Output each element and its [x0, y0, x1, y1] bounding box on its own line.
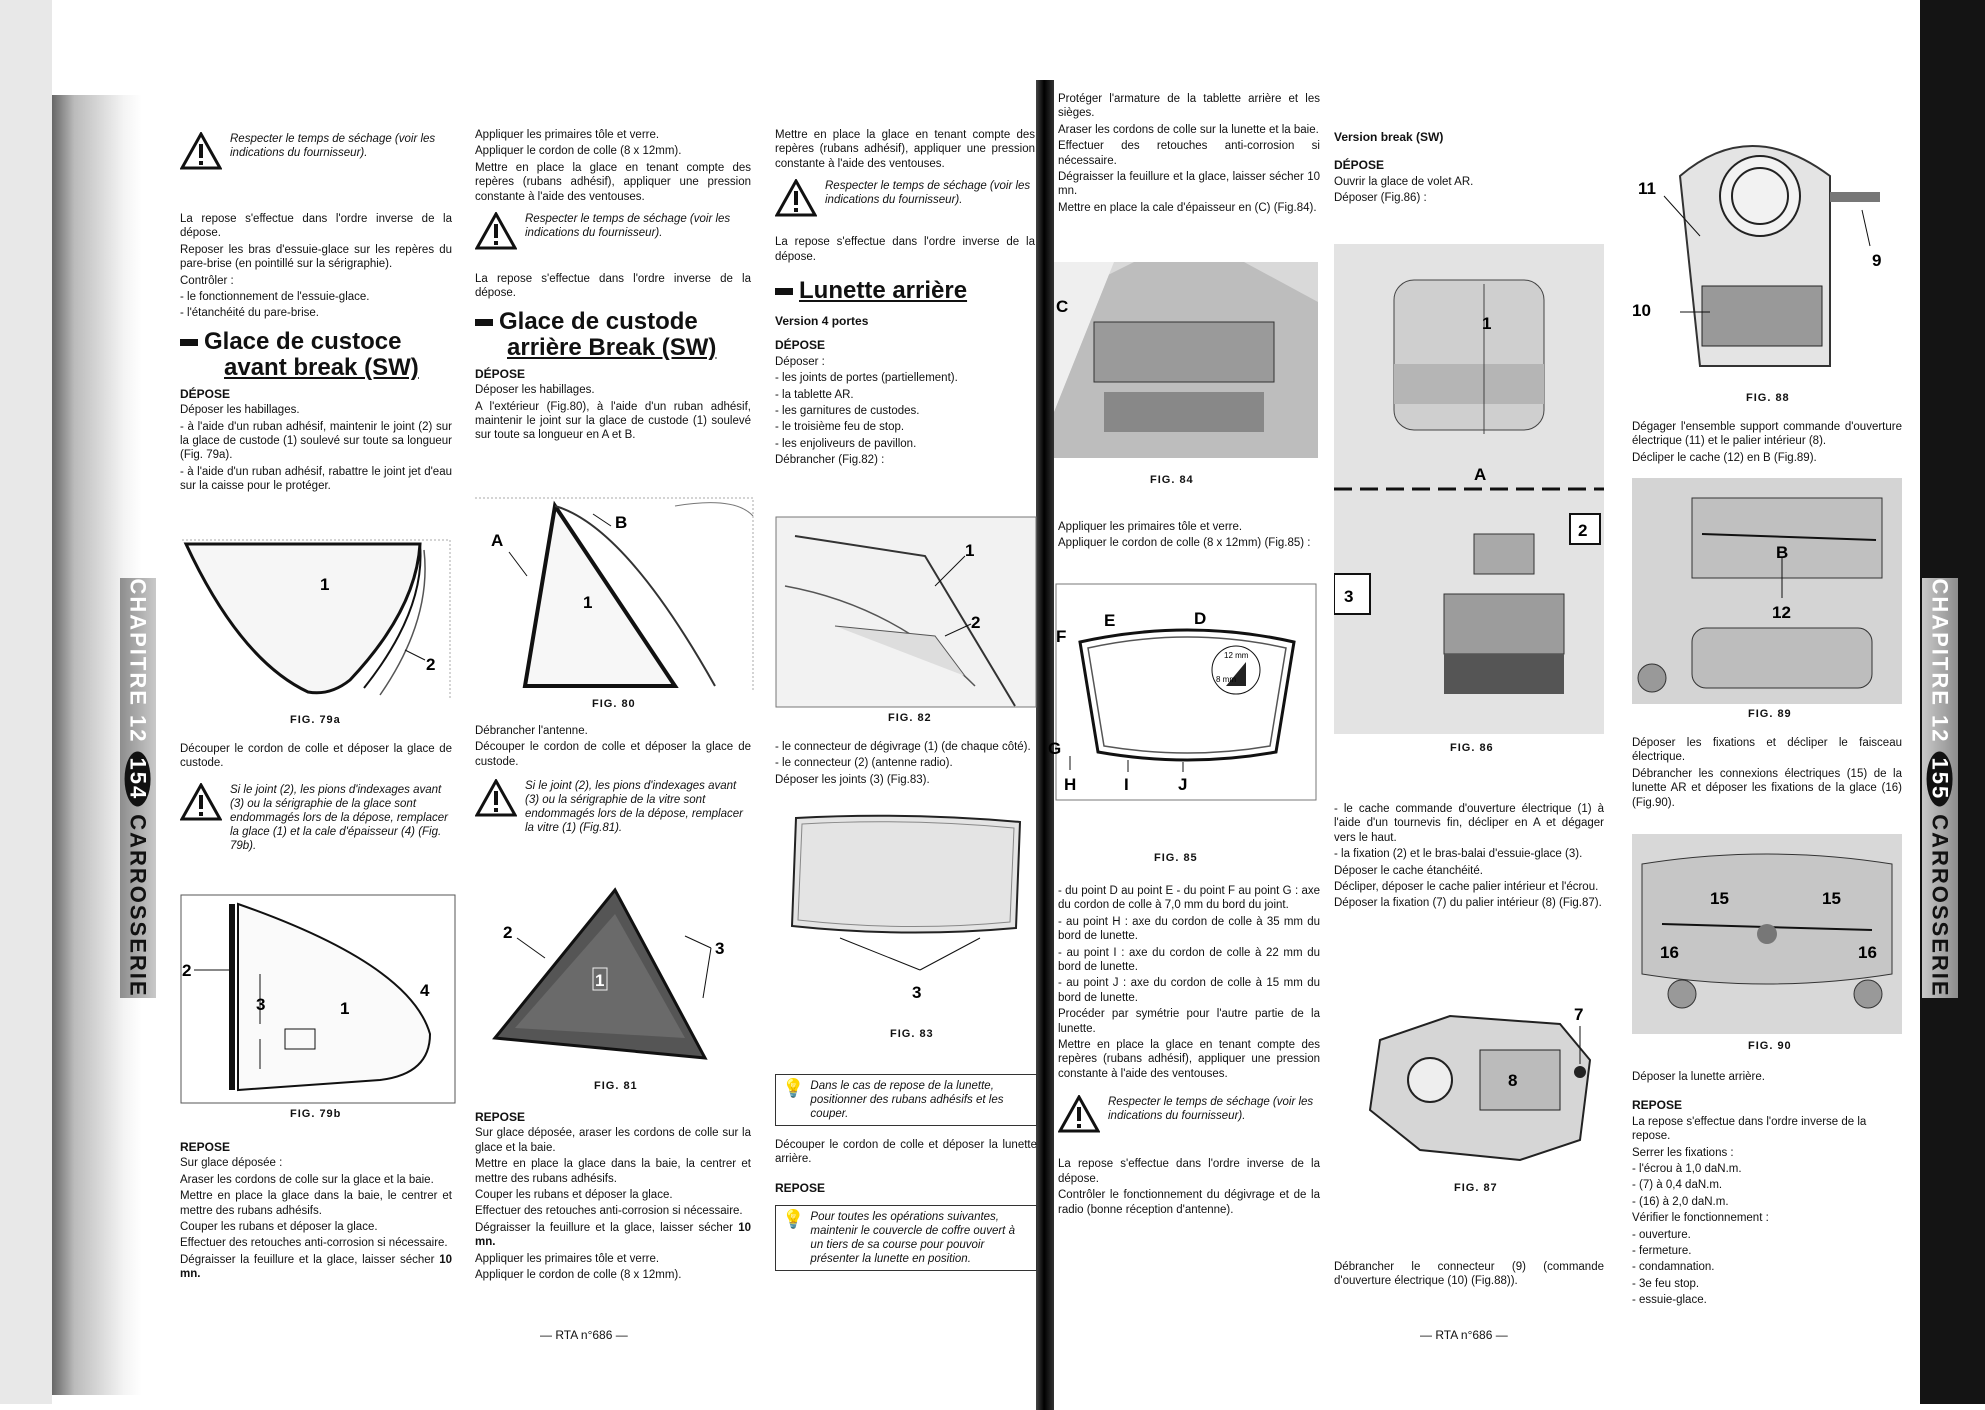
list-item: - le troisième feu de stop.	[775, 421, 905, 434]
paragraph: Mettre en place la glace en tenant compte des repères (rubans adhésif), appliquer une pression constante à l'aide des ventouses.	[1058, 1039, 1320, 1080]
svg-text:1: 1	[595, 971, 605, 990]
paragraph: Contrôler :	[180, 274, 234, 287]
scan-left-margin	[0, 0, 52, 1404]
list-item: - la tablette AR.	[775, 388, 854, 401]
subheading-repose: REPOSE	[180, 1140, 231, 1154]
paragraph: Déposer les joints (3) (Fig.83).	[775, 773, 930, 786]
figure-caption: FIG. 85	[1154, 852, 1198, 864]
paragraph: Débrancher le connecteur (9) (commande d'ouverture électrique (10) (Fig.88)).	[1334, 1261, 1604, 1288]
figure-89	[1632, 478, 1902, 704]
paragraph: Déposer les habillages.	[475, 384, 595, 397]
paragraph: Découper le cordon de colle et déposer la lunette arrière.	[775, 1139, 1037, 1166]
tab-chapter: CHAPITRE 12	[1928, 578, 1953, 744]
section-heading: Lunette arrière	[775, 278, 1035, 304]
list-item: - (7) à 0,4 daN.m.	[1632, 1179, 1723, 1192]
warning-triangle-icon	[775, 179, 817, 217]
paragraph: Déposer :	[775, 355, 825, 368]
paragraph: La repose s'effectue dans l'ordre inverse de la dépose.	[1058, 1158, 1320, 1185]
paragraph: Mettre en place la glace dans la baie, le centrer et mettre des rubans adhésifs.	[180, 1190, 452, 1217]
list-item: - le connecteur de dégivrage (1) (de chaque côté).	[775, 741, 1031, 753]
page-footer: — RTA n°686 —	[540, 1328, 628, 1342]
svg-text:C: C	[1056, 297, 1069, 316]
paragraph: Appliquer les primaires tôle et verre.	[475, 1252, 660, 1265]
paragraph: Dégraisser la feuillure et la glace, laisser sécher 10 mn.	[1058, 171, 1320, 198]
paragraph: Déposer (Fig.86) :	[1334, 192, 1427, 205]
column-1-mid	[180, 742, 452, 863]
paragraph: Débrancher (Fig.82) :	[775, 454, 885, 467]
list-item: - (16) à 2,0 daN.m.	[1632, 1195, 1729, 1208]
paragraph: Sur glace déposée :	[180, 1157, 283, 1170]
list-item: - les joints de portes (partiellement).	[775, 372, 958, 385]
paragraph: Déposer le cache étanchéité.	[1334, 864, 1483, 877]
paragraph: Effectuer des retouches anti-corrosion si nécessaire.	[1058, 140, 1320, 167]
list-item: - les enjoliveurs de pavillon.	[775, 437, 917, 450]
paragraph: Procéder par symétrie pour l'autre partie de la lunette.	[1058, 1008, 1320, 1035]
paragraph: Contrôler le fonctionnement du dégivrage et de la radio (bonne réception d'antenne).	[1058, 1189, 1320, 1216]
paragraph: Déposer les fixations et décliper le faisceau électrique.	[1632, 737, 1902, 764]
paragraph: Ouvrir la glace de volet AR.	[1334, 175, 1474, 188]
paragraph: Serrer les fixations :	[1632, 1146, 1734, 1159]
svg-text:2: 2	[1578, 521, 1588, 540]
subheading-repose: REPOSE	[775, 1180, 826, 1195]
paragraph: Déposer les habillages.	[180, 404, 300, 417]
subheading-repose: REPOSE	[1632, 1098, 1683, 1113]
paragraph: La repose s'effectue dans l'ordre inverse de la dépose.	[180, 213, 452, 240]
svg-text:I: I	[1124, 775, 1129, 794]
svg-text:1: 1	[583, 593, 593, 612]
paragraph: Appliquer le cordon de colle (8 x 12mm) (Fig.85) :	[1058, 537, 1311, 550]
tip-text: Dans le cas de repose de la lunette, positionner des rubans adhésifs et les couper.	[810, 1080, 1004, 1120]
svg-text:A: A	[1474, 465, 1487, 484]
svg-text:16: 16	[1858, 943, 1877, 962]
figure-84	[1054, 262, 1318, 458]
svg-text:A: A	[491, 531, 504, 550]
column-3	[775, 128, 1035, 470]
paragraph: Mettre en place la glace en tenant compte des repères (rubans adhésif), appliquer une pression constante à l'aide des ventouses.	[475, 161, 751, 203]
figure-caption: FIG. 90	[1748, 1040, 1792, 1052]
tab-section: CARROSSERIE	[126, 814, 151, 998]
svg-text:B: B	[615, 513, 628, 532]
svg-text:15: 15	[1822, 889, 1841, 908]
svg-text:1: 1	[965, 541, 975, 560]
caution-text: Respecter le temps de séchage (voir les indications du fournisseur).	[1108, 1096, 1314, 1123]
list-item: - l'étanchéité du pare-brise.	[180, 307, 319, 320]
figure-81	[475, 878, 755, 1076]
warning-triangle-icon	[475, 212, 517, 250]
paragraph: Découper le cordon de colle et déposer la glace de custode.	[475, 741, 751, 768]
subheading-depose: DÉPOSE	[775, 338, 826, 353]
column-6-mid	[1632, 420, 1902, 467]
list-item: - 3e feu stop.	[1632, 1277, 1700, 1290]
paragraph: Mettre en place la cale d'épaisseur en (C) (Fig.84).	[1058, 201, 1317, 214]
warning-triangle-icon	[475, 779, 517, 817]
tab-section: CARROSSERIE	[1928, 814, 1953, 998]
svg-text:H: H	[1064, 775, 1077, 794]
figure-83	[780, 810, 1030, 1006]
paragraph: La repose s'effectue dans l'ordre inverse de la dépose.	[475, 273, 751, 300]
paragraph: Protéger l'armature de la tablette arrière et les sièges.	[1058, 93, 1320, 120]
svg-text:8: 8	[1508, 1071, 1518, 1090]
heading-bar-icon	[775, 288, 793, 295]
paragraph: Appliquer les primaires tôle et verre.	[1058, 521, 1243, 533]
paragraph: Découper le cordon de colle et déposer la glace de custode.	[180, 743, 452, 770]
figure-caption: FIG. 81	[594, 1080, 638, 1092]
heading-bar-icon	[475, 319, 493, 326]
svg-text:B: B	[1776, 543, 1789, 562]
tip-note	[775, 1205, 1037, 1271]
figure-79a	[180, 530, 456, 700]
figure-caption: FIG. 87	[1454, 1182, 1498, 1194]
column-5-mid	[1334, 802, 1604, 913]
column-2-mid	[475, 724, 751, 845]
paragraph: Effectuer des retouches anti-corrosion si nécessaire.	[475, 1205, 743, 1218]
figure-90	[1632, 834, 1902, 1034]
lightbulb-icon: 💡	[782, 1078, 805, 1098]
figure-88	[1630, 116, 1900, 386]
caution-text: Si le joint (2), les pions d'indexages avant (3) ou la sérigraphie de la vitre sont endommagés lors de la dépose, remplacer la vitre (1) (Fig.81).	[525, 780, 743, 835]
figure-caption: FIG. 89	[1748, 708, 1792, 720]
paragraph: Effectuer des retouches anti-corrosion si nécessaire.	[180, 1237, 448, 1250]
list-item: - les garnitures de custodes.	[775, 405, 920, 418]
paragraph: - à l'aide d'un ruban adhésif, maintenir le joint (2) sur la glace de custode (1) soulevé sur toute sa longueur (Fig. 79a).	[180, 420, 452, 462]
subheading-depose: DÉPOSE	[180, 386, 231, 401]
column-2	[475, 128, 751, 445]
svg-text:2: 2	[503, 923, 513, 942]
paragraph: Appliquer les primaires tôle et verre.	[475, 129, 660, 141]
svg-text:3: 3	[912, 983, 922, 1002]
caution-note	[775, 179, 1035, 217]
figure-86	[1334, 244, 1604, 734]
paragraph: - la fixation (2) et le bras-balai d'essuie-glace (3).	[1334, 848, 1583, 861]
caution-text: Respecter le temps de séchage (voir les indications du fournisseur).	[230, 133, 436, 159]
paragraph: Sur glace déposée, araser les cordons de colle sur la glace et la baie.	[475, 1127, 751, 1154]
paragraph: - au point I : axe du cordon de colle à 22 mm du bord de lunette.	[1058, 946, 1320, 974]
tip-note	[775, 1074, 1037, 1126]
caution-note	[1058, 1095, 1320, 1133]
figure-82	[775, 516, 1037, 708]
list-item: - ouverture.	[1632, 1228, 1691, 1241]
subheading-version: Version 4 portes	[775, 314, 869, 329]
svg-text:3: 3	[256, 995, 266, 1014]
list-item: - condamnation.	[1632, 1261, 1715, 1274]
subheading-version: Version break (SW)	[1334, 130, 1444, 144]
paragraph: Dégraisser la feuillure et la glace, laisser sécher 10 mn.	[475, 1221, 752, 1249]
paragraph: Déposer la lunette arrière.	[1632, 1071, 1765, 1083]
svg-text:7: 7	[1574, 1005, 1584, 1024]
list-item: - fermeture.	[1632, 1245, 1692, 1258]
paragraph: Mettre en place la glace dans la baie, la centrer et mettre des rubans adhésifs.	[475, 1158, 751, 1185]
figure-caption: FIG. 79b	[290, 1108, 342, 1120]
svg-text:4: 4	[420, 981, 430, 1000]
chapter-tab-right	[1922, 578, 1958, 998]
list-item: - le fonctionnement de l'essuie-glace.	[180, 291, 370, 304]
caution-text: Respecter le temps de séchage (voir les indications du fournisseur).	[525, 213, 731, 240]
column-5	[1334, 124, 1604, 208]
caution-note	[475, 212, 751, 250]
svg-text:J: J	[1178, 775, 1188, 794]
lightbulb-icon: 💡	[782, 1209, 805, 1230]
figure-caption: FIG. 88	[1746, 392, 1790, 404]
svg-text:12 mm: 12 mm	[1224, 651, 1249, 660]
figure-79b	[180, 894, 456, 1104]
paragraph: Vérifier le fonctionnement :	[1632, 1212, 1769, 1225]
paragraph: Décliper le cache (12) en B (Fig.89).	[1632, 451, 1817, 464]
caution-text: Respecter le temps de séchage (voir les indications du fournisseur).	[825, 180, 1031, 207]
paragraph: Dégraisser la feuillure et la glace, laisser sécher 10 mn.	[180, 1253, 453, 1281]
section-heading: Glace de custoce avant break (SW)	[180, 329, 452, 381]
page-number-badge: 154	[125, 751, 151, 806]
svg-text:3: 3	[715, 939, 725, 958]
column-3-mid	[775, 740, 1035, 789]
paragraph: La repose s'effectue dans l'ordre inverse de la repose.	[1632, 1115, 1867, 1143]
subheading-depose: DÉPOSE	[475, 366, 526, 381]
svg-text:F: F	[1056, 627, 1067, 646]
paragraph: A l'extérieur (Fig.80), à l'aide d'un ruban adhésif, maintenir le joint sur la glace de custode (1) soulevé sur toute sa longueur en A et B.	[475, 400, 751, 442]
subheading-repose: REPOSE	[475, 1110, 526, 1124]
section-heading: Glace de custode arrière Break (SW)	[475, 309, 751, 361]
heading-bar-icon	[180, 339, 198, 346]
paragraph: Dégager l'ensemble support commande d'ouverture électrique (11) et le palier intérieur (8).	[1632, 421, 1902, 448]
column-2-bottom	[475, 1104, 751, 1284]
svg-text:G: G	[1048, 739, 1062, 758]
warning-triangle-icon	[1058, 1095, 1100, 1133]
svg-text:2: 2	[971, 613, 981, 632]
figure-caption: FIG. 83	[890, 1028, 934, 1040]
list-item: - l'écrou à 1,0 daN.m.	[1632, 1163, 1742, 1176]
figure-80	[475, 496, 755, 694]
svg-text:2: 2	[426, 655, 436, 674]
svg-text:10: 10	[1632, 301, 1651, 320]
svg-text:16: 16	[1660, 943, 1679, 962]
paragraph: - au point H : axe du cordon de colle à 35 mm du bord de lunette.	[1058, 915, 1320, 943]
column-6-mid2	[1632, 736, 1902, 812]
paragraph: Araser les cordons de colle sur la glace et la baie.	[180, 1173, 434, 1186]
paragraph: Reposer les bras d'essuie-glace sur les repères du pare-brise (en pointillé sur la sérigraphie).	[180, 243, 452, 271]
column-5-bottom	[1334, 1260, 1604, 1291]
caution-text: Si le joint (2), les pions d'indexages avant (3) ou la sérigraphie de la glace sont endommagés lors de la dépose, remplacer la glace (1) et la cale d'épaisseur (4) (Fig. 79b).	[230, 783, 448, 852]
column-4-bottom	[1058, 884, 1320, 1219]
list-item: - essuie-glace.	[1632, 1294, 1707, 1307]
svg-text:E: E	[1104, 611, 1116, 630]
paragraph: - à l'aide d'un ruban adhésif, rabattre le joint jet d'eau sur la caisse pour le protéger.	[180, 465, 452, 493]
subheading-depose: DÉPOSE	[1334, 158, 1385, 173]
figure-caption: FIG. 79a	[290, 714, 341, 726]
figure-caption: FIG. 86	[1450, 742, 1494, 754]
page-footer: — RTA n°686 —	[1420, 1328, 1508, 1342]
paragraph: La repose s'effectue dans l'ordre inverse de la dépose.	[775, 236, 1035, 263]
paragraph: Appliquer le cordon de colle (8 x 12mm).	[475, 1269, 682, 1282]
paragraph: - au point J : axe du cordon de colle à 15 mm du bord de lunette.	[1058, 977, 1320, 1004]
paragraph: Débrancher les connexions électriques (15) de la lunette AR et déposer les fixations de la glace (16) (Fig.90).	[1632, 767, 1902, 809]
caution-note	[180, 783, 452, 853]
warning-triangle-icon	[180, 132, 222, 170]
column-4	[1058, 92, 1320, 217]
paragraph: Déposer la fixation (7) du palier intérieur (8) (Fig.87).	[1334, 897, 1602, 910]
column-1	[180, 128, 452, 496]
svg-text:1: 1	[320, 575, 330, 594]
figure-85	[1048, 582, 1318, 802]
figure-caption: FIG. 82	[888, 712, 932, 724]
paragraph: Débrancher l'antenne.	[475, 725, 588, 737]
tab-chapter: CHAPITRE 12	[126, 578, 151, 744]
svg-text:1: 1	[1482, 314, 1492, 333]
page-number-badge: 155	[1927, 751, 1953, 806]
paragraph: - le cache commande d'ouverture électrique (1) à l'aide d'un tournevis fin, décliper en A et dégager vers le haut.	[1334, 803, 1604, 844]
figure-caption: FIG. 80	[592, 698, 636, 710]
column-3-bottom	[775, 1074, 1037, 1271]
paragraph: Couper les rubans et déposer la glace.	[475, 1189, 673, 1202]
chapter-tab-left	[120, 578, 156, 998]
column-6-bottom	[1632, 1070, 1902, 1310]
tip-text: Pour toutes les opérations suivantes, maintenir le couvercle de coffre ouvert à un tiers de sa course pour pouvoir présenter la lunette en position.	[810, 1211, 1015, 1266]
svg-text:8 mm: 8 mm	[1216, 675, 1236, 684]
svg-text:2: 2	[182, 961, 192, 980]
list-item: - le connecteur (2) (antenne radio).	[775, 757, 953, 770]
svg-text:9: 9	[1872, 251, 1882, 270]
column-4-mid	[1058, 520, 1320, 553]
caution-note	[475, 779, 751, 835]
paragraph: Décliper, déposer le cache palier intérieur et l'écrou.	[1334, 881, 1599, 894]
paragraph: Mettre en place la glace en tenant compte des repères (rubans adhésif), appliquer une pression constante à l'aide des ventouses.	[775, 129, 1035, 170]
svg-text:12: 12	[1772, 603, 1791, 622]
warning-triangle-icon	[180, 783, 222, 821]
svg-text:D: D	[1194, 609, 1207, 628]
paragraph: - du point D au point E - du point F au point G : axe du cordon de colle à 7,0 mm du bord du joint.	[1058, 885, 1320, 912]
svg-text:11: 11	[1638, 179, 1656, 198]
svg-text:15: 15	[1710, 889, 1729, 908]
svg-text:1: 1	[340, 999, 350, 1018]
paragraph: Couper les rubans et déposer la glace.	[180, 1221, 378, 1234]
paragraph: Araser les cordons de colle sur la lunette et la baie.	[1058, 123, 1319, 136]
paragraph: Appliquer le cordon de colle (8 x 12mm).	[475, 145, 682, 158]
figure-caption: FIG. 84	[1150, 474, 1194, 486]
column-1-bottom	[180, 1134, 452, 1284]
svg-text:3: 3	[1344, 587, 1354, 606]
caution-note	[180, 132, 452, 170]
figure-87	[1360, 1000, 1600, 1170]
